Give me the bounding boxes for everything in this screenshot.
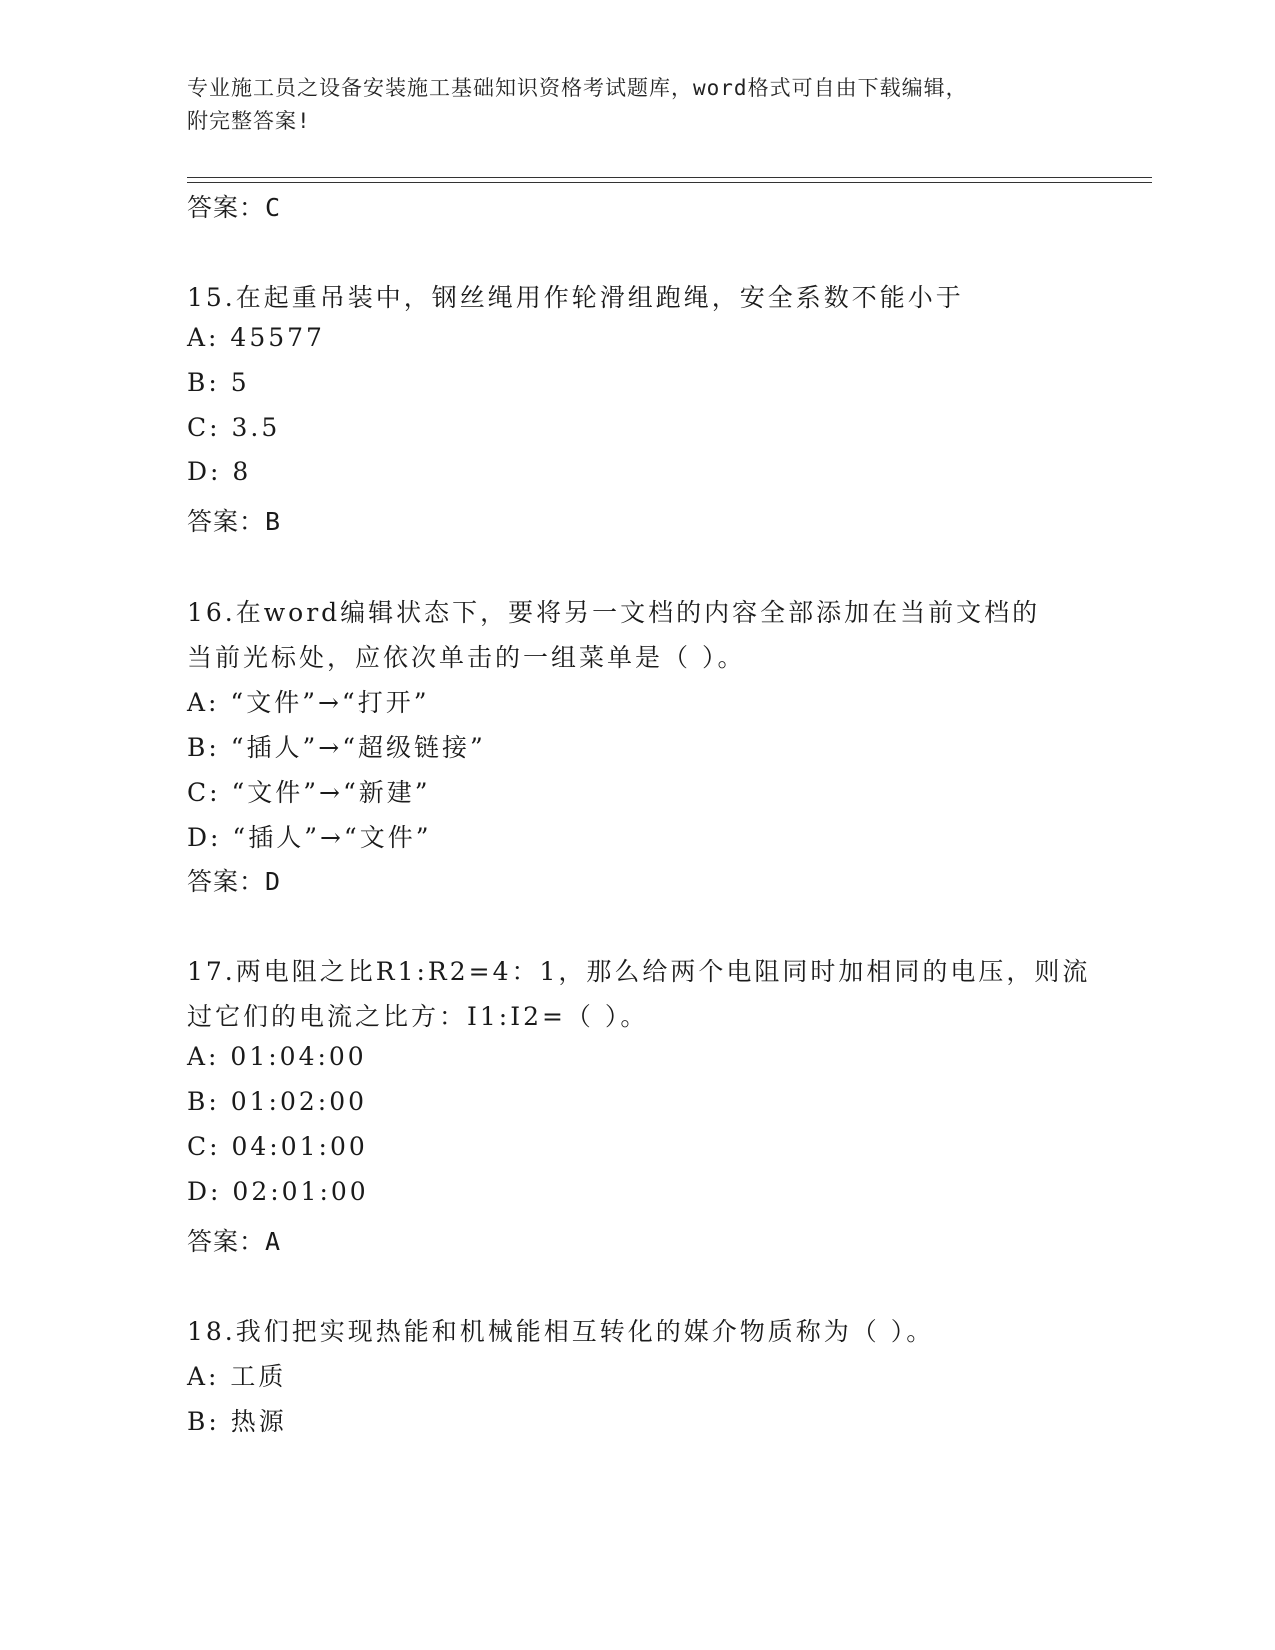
answer-label: 答案： bbox=[187, 1227, 266, 1256]
question-15-option-a: A: 45577 bbox=[187, 323, 325, 352]
question-16-option-c: C: “文件”→“新建” bbox=[187, 778, 431, 807]
header-line-1: 专业施工员之设备安装施工基础知识资格考试题库，word格式可自由下载编辑， bbox=[187, 76, 968, 100]
question-17-stem-line-1: 17.两电阻之比R1:R2=4：1，那么给两个电阻同时加相同的电压，则流 bbox=[187, 957, 1091, 986]
question-18-stem: 18.我们把实现热能和机械能相互转化的媒介物质称为（ ）。 bbox=[187, 1317, 935, 1346]
question-15-option-d: D: 8 bbox=[187, 457, 252, 486]
question-16-option-b: B: “插人”→“超级链接” bbox=[187, 733, 486, 762]
answer-value: C bbox=[265, 193, 282, 222]
question-16-stem-line-2: 当前光标处，应依次单击的一组菜单是（ ）。 bbox=[187, 643, 746, 672]
header-divider-bottom bbox=[187, 182, 1152, 183]
question-17-option-c: C: 04:01:00 bbox=[187, 1132, 368, 1161]
page-header bbox=[187, 72, 1087, 138]
question-17-option-b: B: 01:02:00 bbox=[187, 1087, 368, 1116]
question-15-option-c: C: 3.5 bbox=[187, 413, 281, 442]
answer-label: 答案： bbox=[187, 867, 266, 896]
question-18-option-b: B: 热源 bbox=[187, 1407, 287, 1436]
answer-value: B bbox=[265, 507, 282, 536]
question-17-answer bbox=[187, 1222, 281, 1258]
question-18-option-a: A: 工质 bbox=[187, 1362, 287, 1391]
question-15-option-b: B: 5 bbox=[187, 368, 250, 397]
question-17-stem-line-2: 过它们的电流之比方：I1:I2=（ ）。 bbox=[187, 1002, 649, 1031]
question-16-answer bbox=[187, 862, 281, 898]
header-line-2: 附完整答案! bbox=[187, 109, 311, 133]
question-17-option-d: D: 02:01:00 bbox=[187, 1177, 369, 1206]
question-16-option-a: A: “文件”→“打开” bbox=[187, 688, 430, 717]
answer-value: D bbox=[265, 867, 282, 896]
answer-label: 答案： bbox=[187, 507, 266, 536]
answer-label: 答案： bbox=[187, 193, 266, 222]
question-17-option-a: A: 01:04:00 bbox=[187, 1042, 367, 1071]
header-divider-top bbox=[187, 177, 1152, 178]
question-15-answer bbox=[187, 502, 281, 538]
question-15-stem: 15.在起重吊装中，钢丝绳用作轮滑组跑绳，安全系数不能小于 bbox=[187, 283, 964, 312]
question-16-stem-line-1: 16.在word编辑状态下，要将另一文档的内容全部添加在当前文档的 bbox=[187, 598, 1041, 627]
answer-value: A bbox=[265, 1227, 282, 1256]
question-16-option-d: D: “插人”→“文件” bbox=[187, 823, 432, 852]
answer-line-prev bbox=[187, 188, 281, 224]
